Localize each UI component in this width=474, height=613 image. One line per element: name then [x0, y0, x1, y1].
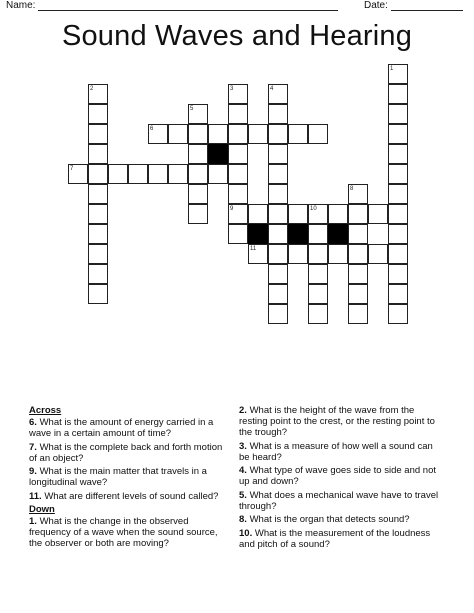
crossword-cell[interactable] — [308, 284, 328, 304]
crossword-cell[interactable] — [88, 244, 108, 264]
crossword-cell[interactable] — [348, 224, 368, 244]
crossword-cell[interactable] — [388, 184, 408, 204]
clue-across-11: 11. What are different levels of sound called? — [29, 490, 219, 502]
crossword-cell[interactable] — [288, 124, 308, 144]
crossword-cell[interactable] — [308, 224, 328, 244]
crossword-cell[interactable] — [288, 244, 308, 264]
crossword-cell[interactable] — [188, 144, 208, 164]
crossword-cell[interactable] — [288, 204, 308, 224]
clue-number: 6 — [150, 126, 154, 132]
crossword-cell[interactable] — [228, 224, 248, 244]
clue-number: 10 — [310, 206, 317, 212]
crossword-cell[interactable] — [388, 284, 408, 304]
crossword-cell[interactable] — [188, 164, 208, 184]
crossword-cell[interactable] — [268, 284, 288, 304]
clue-across-7: 7. What is the complete back and forth motion of an object? — [29, 441, 223, 464]
crossword-cell[interactable] — [308, 304, 328, 324]
clue-down-5: 5. What does a mechanical wave have to travel through? — [239, 489, 439, 512]
clue-number: 9 — [230, 206, 234, 212]
clue-number: 4 — [270, 86, 274, 92]
crossword-cell[interactable] — [308, 264, 328, 284]
clue-number: 11 — [250, 246, 257, 252]
down-heading: Down — [29, 504, 55, 515]
blocked-cell — [328, 224, 348, 244]
blocked-cell — [248, 224, 268, 244]
crossword-cell[interactable] — [188, 184, 208, 204]
crossword-cell[interactable] — [388, 224, 408, 244]
crossword-cell[interactable] — [188, 124, 208, 144]
clue-down-8: 8. What is the organ that detects sound? — [239, 514, 410, 525]
crossword-cell[interactable] — [88, 204, 108, 224]
crossword-cell[interactable] — [268, 204, 288, 224]
crossword-cell[interactable] — [228, 164, 248, 184]
crossword-cell[interactable] — [208, 124, 228, 144]
crossword-cell[interactable] — [88, 144, 108, 164]
crossword-cell[interactable] — [268, 184, 288, 204]
crossword-cell[interactable] — [388, 84, 408, 104]
crossword-cell[interactable] — [128, 164, 148, 184]
clue-down-10: 10. What is the measurement of the loudness and pitch of a sound? — [239, 527, 431, 550]
crossword-cell[interactable] — [228, 184, 248, 204]
crossword-cell[interactable] — [268, 244, 288, 264]
crossword-cell[interactable] — [388, 304, 408, 324]
crossword-cell[interactable] — [308, 124, 328, 144]
crossword-cell[interactable] — [348, 304, 368, 324]
clue-number: 1 — [390, 66, 394, 72]
crossword-cell[interactable] — [388, 264, 408, 284]
crossword-cell[interactable] — [348, 264, 368, 284]
crossword-cell[interactable] — [368, 244, 388, 264]
clue-number: 8 — [350, 186, 354, 192]
clue-number: 3 — [230, 86, 234, 92]
crossword-cell[interactable] — [228, 124, 248, 144]
crossword-cell[interactable] — [348, 284, 368, 304]
clue-across-6: 6. What is the amount of energy carried in a wave in a certain amount of time? — [29, 417, 214, 439]
clue-number: 7 — [70, 166, 74, 172]
crossword-cell[interactable] — [368, 204, 388, 224]
clue-down-1: 1. What is the change in the observed frequency of a wave when the sound source, the observer or both are moving? — [29, 516, 218, 549]
crossword-cell[interactable] — [88, 284, 108, 304]
clue-down-3: 3. What is a measure of how well a sound can be heard? — [239, 440, 433, 463]
crossword-cell[interactable] — [268, 124, 288, 144]
clues-right-column — [239, 405, 439, 552]
clues-left-column — [29, 405, 231, 552]
crossword-cell[interactable] — [388, 124, 408, 144]
crossword-cell[interactable] — [88, 104, 108, 124]
crossword-cell[interactable] — [208, 164, 228, 184]
clue-number: 2 — [90, 86, 94, 92]
clue-across-9: 9. What is the main matter that travels in a longitudinal wave? — [29, 466, 207, 488]
clue-down-4: 4. What type of wave goes side to side and not up and down? — [239, 465, 436, 487]
crossword-cell[interactable] — [388, 204, 408, 224]
crossword-cell[interactable] — [388, 244, 408, 264]
crossword-cell[interactable] — [328, 244, 348, 264]
crossword-cell[interactable] — [188, 204, 208, 224]
across-heading: Across — [29, 405, 62, 416]
crossword-cell[interactable] — [88, 184, 108, 204]
crossword-cell[interactable] — [268, 104, 288, 124]
blocked-cell — [208, 144, 228, 164]
crossword-cell[interactable] — [348, 244, 368, 264]
crossword-cell[interactable] — [168, 124, 188, 144]
crossword-cell[interactable] — [328, 204, 348, 224]
clue-down-2: 2. What is the height of the wave from the resting point to the crest, or the resting point to the trough? — [239, 405, 435, 438]
crossword-cell[interactable] — [268, 304, 288, 324]
crossword-cell[interactable] — [88, 164, 108, 184]
clue-number: 5 — [190, 106, 194, 112]
crossword-cell[interactable] — [268, 164, 288, 184]
crossword-cell[interactable] — [268, 264, 288, 284]
crossword-cell[interactable] — [88, 124, 108, 144]
crossword-cell[interactable] — [268, 144, 288, 164]
crossword-cell[interactable] — [108, 164, 128, 184]
crossword-cell[interactable] — [228, 144, 248, 164]
crossword-cell[interactable] — [348, 204, 368, 224]
crossword-cell[interactable] — [388, 144, 408, 164]
crossword-cell[interactable] — [248, 124, 268, 144]
crossword-cell[interactable] — [388, 104, 408, 124]
crossword-cell[interactable] — [88, 224, 108, 244]
crossword-cell[interactable] — [168, 164, 188, 184]
crossword-cell[interactable] — [268, 224, 288, 244]
date-label: Date: — [364, 0, 388, 11]
blocked-cell — [288, 224, 308, 244]
crossword-cell[interactable] — [248, 204, 268, 224]
page-title: Sound Waves and Hearing — [61, 20, 413, 52]
crossword-cell[interactable] — [228, 104, 248, 124]
crossword-cell[interactable] — [148, 164, 168, 184]
name-label: Name: — [6, 0, 36, 11]
crossword-cell[interactable] — [308, 244, 328, 264]
crossword-cell[interactable] — [88, 264, 108, 284]
crossword-cell[interactable] — [388, 164, 408, 184]
